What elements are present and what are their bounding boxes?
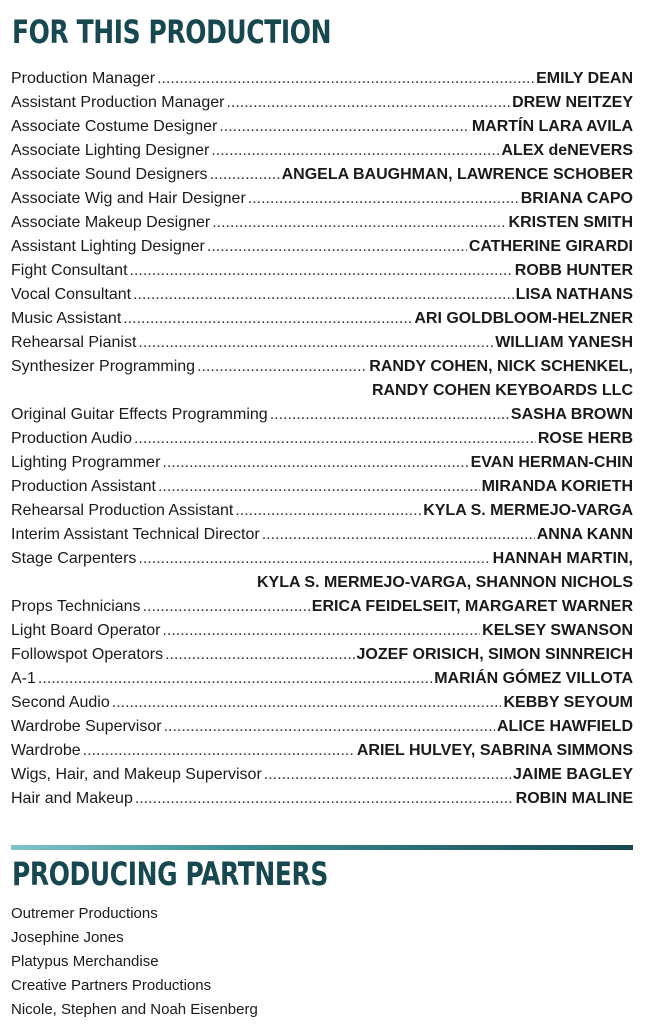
credit-row: [11, 211, 633, 235]
credit-name: JOZEF ORISICH, SIMON SINNREICH: [356, 646, 633, 663]
credit-role: Props Technicians: [11, 598, 141, 615]
dot-leader: [165, 643, 354, 667]
credit-name: SASHA BROWN: [510, 406, 633, 423]
credit-row: [11, 307, 633, 331]
credit-row: [11, 547, 633, 595]
credit-line: [11, 667, 633, 691]
credit-row: [11, 619, 633, 643]
credit-name: JAIME BAGLEY: [512, 766, 633, 783]
credit-name: MARIÁN GÓMEZ VILLOTA: [434, 670, 633, 687]
credit-line: [11, 787, 633, 811]
credit-line: [11, 259, 633, 283]
credit-role: Hair and Makeup: [11, 790, 133, 807]
dot-leader: [130, 259, 513, 283]
credit-line: [11, 235, 633, 259]
credit-row: [11, 259, 633, 283]
credit-role: Lighting Programmer: [11, 454, 161, 471]
credit-name: HANNAH MARTIN,: [492, 550, 633, 567]
credit-name: LISA NATHANS: [515, 286, 633, 303]
credit-name: KRISTEN SMITH: [508, 214, 633, 231]
credit-line: [11, 427, 633, 451]
credit-row: [11, 475, 633, 499]
credit-row: [11, 499, 633, 523]
partner-item: Outremer Productions: [11, 905, 158, 922]
credit-row: [11, 187, 633, 211]
production-heading: FOR THIS PRODUCTION: [12, 13, 332, 51]
credit-role: Wardrobe: [11, 742, 81, 759]
credit-line: [11, 739, 633, 763]
dot-leader: [123, 307, 412, 331]
credit-name: WILLIAM YANESH: [495, 334, 633, 351]
dot-leader: [211, 139, 499, 163]
credit-row: [11, 283, 633, 307]
credit-line: [11, 523, 633, 547]
partner-item: Josephine Jones: [11, 929, 124, 946]
credit-line: [11, 355, 633, 379]
credit-role: Original Guitar Effects Programming: [11, 406, 268, 423]
credit-line: [11, 307, 633, 331]
credit-row: [11, 91, 633, 115]
credit-role: Production Manager: [11, 70, 156, 87]
dot-leader: [138, 547, 490, 571]
credit-role: Production Assistant: [11, 478, 156, 495]
dot-leader: [133, 283, 514, 307]
credit-row: [11, 667, 633, 691]
credit-name: MIRANDA KORIETH: [481, 478, 633, 495]
credit-name: EVAN HERMAN-CHIN: [470, 454, 633, 471]
partner-item: Platypus Merchandise: [11, 953, 159, 970]
credit-name: ROSE HERB: [537, 430, 633, 447]
dot-leader: [134, 427, 536, 451]
credit-name-continued: KYLA S. MERMEJO-VARGA, SHANNON NICHOLS: [256, 574, 633, 591]
credit-name: ROBB HUNTER: [514, 262, 633, 279]
credit-name: KYLA S. MERMEJO-VARGA: [423, 502, 633, 519]
credit-role: Wardrobe Supervisor: [11, 718, 162, 735]
credit-name: BRIANA CAPO: [520, 190, 633, 207]
credit-row: [11, 763, 633, 787]
credit-line: [11, 211, 633, 235]
credit-row: [11, 787, 633, 811]
dot-leader: [164, 715, 495, 739]
section-divider: [11, 845, 633, 850]
credit-name: ALICE HAWFIELD: [497, 718, 633, 735]
dot-leader: [210, 163, 280, 187]
partners-heading: PRODUCING PARTNERS: [12, 855, 328, 893]
partner-item: Nicole, Stephen and Noah Eisenberg: [11, 1001, 258, 1018]
credit-role: Followspot Operators: [11, 646, 164, 663]
credit-role: Associate Lighting Designer: [11, 142, 210, 159]
dot-leader: [162, 619, 480, 643]
credit-role: Second Audio: [11, 694, 110, 711]
credit-line: [11, 67, 633, 91]
credit-role: Light Board Operator: [11, 622, 161, 639]
credit-role: Assistant Lighting Designer: [11, 238, 205, 255]
credit-role: Associate Makeup Designer: [11, 214, 211, 231]
dot-leader: [158, 475, 480, 499]
credit-line: [11, 595, 633, 619]
credit-line: [11, 691, 633, 715]
dot-leader: [157, 67, 534, 91]
credit-role: Assistant Production Manager: [11, 94, 225, 111]
credit-line: [11, 187, 633, 211]
credit-row: [11, 427, 633, 451]
dot-leader: [219, 115, 470, 139]
credit-name: DREW NEITZEY: [512, 94, 633, 111]
credit-row: [11, 355, 633, 403]
credit-row: [11, 67, 633, 91]
credit-line: [11, 403, 633, 427]
credit-line: [11, 715, 633, 739]
partner-item: Creative Partners Productions: [11, 977, 212, 994]
credit-name: ARIEL HULVEY, SABRINA SIMMONS: [356, 742, 633, 759]
credit-role: Synthesizer Programming: [11, 358, 196, 375]
credits-list: [11, 67, 633, 811]
dot-leader: [270, 403, 509, 427]
dot-leader: [138, 331, 493, 355]
credit-role: Production Audio: [11, 430, 132, 447]
credit-name: ANNA KANN: [536, 526, 633, 543]
credit-row: [11, 115, 633, 139]
credit-row: [11, 403, 633, 427]
credit-name: EMILY DEAN: [536, 70, 633, 87]
dot-leader: [212, 211, 506, 235]
dot-leader: [83, 739, 355, 763]
credit-row: [11, 643, 633, 667]
dot-leader: [262, 523, 535, 547]
credit-row: [11, 739, 633, 763]
partners-list: [11, 902, 258, 1022]
dot-leader: [162, 451, 468, 475]
credit-line: [11, 91, 633, 115]
credit-row: [11, 691, 633, 715]
credit-role: Rehearsal Pianist: [11, 334, 137, 351]
credit-role: Interim Assistant Technical Director: [11, 526, 260, 543]
credit-name: CATHERINE GIRARDI: [468, 238, 633, 255]
dot-leader: [143, 595, 310, 619]
credit-role: Associate Wig and Hair Designer: [11, 190, 246, 207]
credit-name: ROBIN MALINE: [515, 790, 633, 807]
credit-role: Associate Sound Designers: [11, 166, 208, 183]
credit-name: RANDY COHEN, NICK SCHENKEL,: [369, 358, 633, 375]
credit-row: [11, 139, 633, 163]
dot-leader: [38, 667, 432, 691]
credit-line: [11, 163, 633, 187]
credit-name: ARI GOLDBLOOM-HELZNER: [414, 310, 633, 327]
credit-row: [11, 163, 633, 187]
dot-leader: [197, 355, 367, 379]
credit-role: Fight Consultant: [11, 262, 128, 279]
credit-name: KELSEY SWANSON: [482, 622, 633, 639]
credit-row: [11, 595, 633, 619]
credit-row: [11, 523, 633, 547]
dot-leader: [226, 91, 510, 115]
credit-line: [11, 451, 633, 475]
credit-name-continued: RANDY COHEN KEYBOARDS LLC: [371, 382, 633, 399]
credit-name: ALEX deNEVERS: [501, 142, 633, 159]
credit-name: MARTÍN LARA AVILA: [471, 118, 633, 135]
dot-leader: [207, 235, 467, 259]
credit-role: Associate Costume Designer: [11, 118, 218, 135]
credit-role: Music Assistant: [11, 310, 122, 327]
dot-leader: [248, 187, 519, 211]
credit-role: A-1: [11, 670, 36, 687]
credit-line: [11, 643, 633, 667]
dot-leader: [135, 787, 514, 811]
credit-row: [11, 235, 633, 259]
credit-row: [11, 451, 633, 475]
credit-line: [11, 547, 633, 571]
credit-line: [11, 139, 633, 163]
dot-leader: [264, 763, 511, 787]
credit-name: ANGELA BAUGHMAN, LAWRENCE SCHOBER: [281, 166, 633, 183]
dot-leader: [235, 499, 421, 523]
credit-row: [11, 715, 633, 739]
credit-line: [11, 619, 633, 643]
credit-role: Stage Carpenters: [11, 550, 137, 567]
credit-row: [11, 331, 633, 355]
credit-line: [11, 331, 633, 355]
credit-name: ERICA FEIDELSEIT, MARGARET WARNER: [311, 598, 633, 615]
dot-leader: [112, 691, 502, 715]
credit-line: [11, 475, 633, 499]
credit-line: [11, 115, 633, 139]
credit-role: Rehearsal Production Assistant: [11, 502, 234, 519]
credit-role: Wigs, Hair, and Makeup Supervisor: [11, 766, 262, 783]
credit-line: [11, 499, 633, 523]
credit-line: [11, 763, 633, 787]
credit-name: KEBBY SEYOUM: [503, 694, 633, 711]
credit-line: [11, 283, 633, 307]
credit-role: Vocal Consultant: [11, 286, 132, 303]
